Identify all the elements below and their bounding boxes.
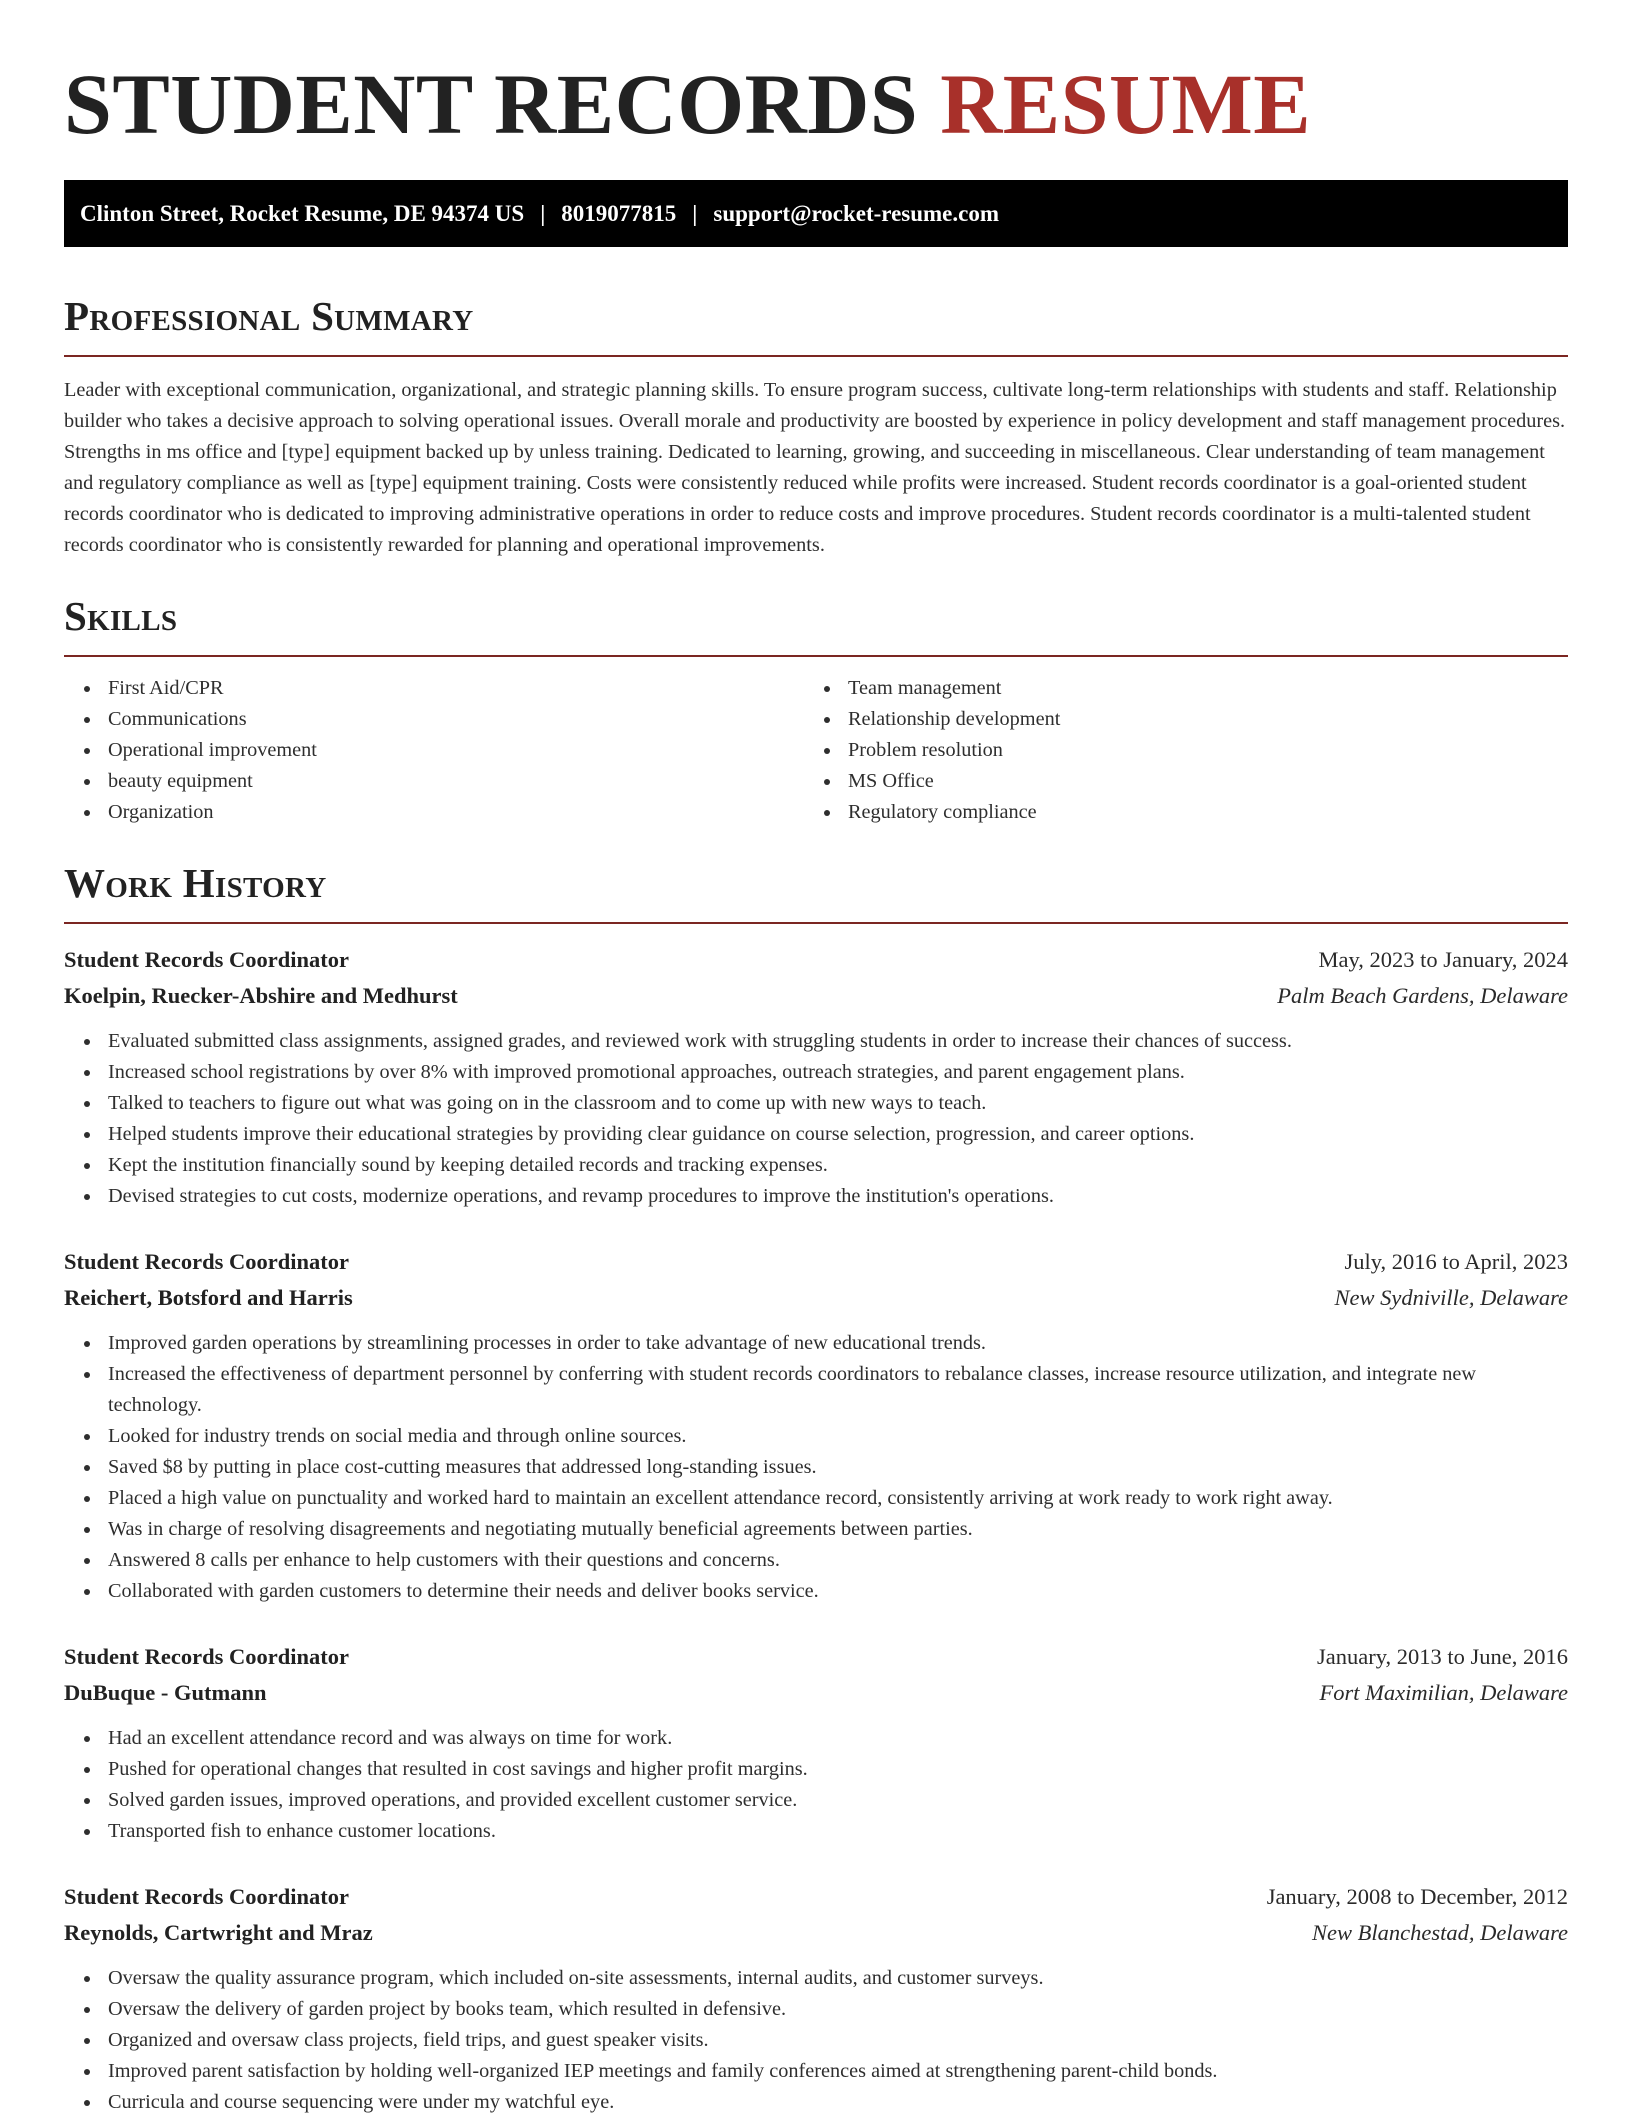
job-company: Koelpin, Ruecker-Abshire and Medhurst (64, 983, 458, 1008)
job-bullet: Improved parent satisfaction by holding well-organized IEP meetings and family conferences aimed at strengthening parent-child bonds. (64, 2056, 1568, 2087)
skill-item: Problem resolution (804, 735, 1544, 766)
job-bullet: Saved $8 by putting in place cost-cutting measures that addressed long-standing issues. (64, 1452, 1568, 1483)
summary-text: Leader with exceptional communication, organizational, and strategic planning skills. To ensure program success, cultivate long-term relationships with students and staff. Relationship builder who takes a decisive approach to solving operational issues. Overall morale and productivity are boosted by experience in policy development and staff management procedures. Strengths in ms office and [type] equipment backed up by unless training. Dedicated to learning, growing, and succeeding in miscellaneous. Clear understanding of team management and regulatory compliance as well as [type] equipment training. Costs were consistently reduced while profits were increased. Student records coordinator is a goal-oriented student records coordinator who is dedicated to improving administrative operations in order to reduce costs and improve procedures. Student records coordinator is a multi-talented student records coordinator who is consistently rewarded for planning and operational improvements. (64, 379, 1566, 556)
contact-email: support@rocket-resume.com (713, 200, 1000, 226)
section-heading-summary: Professional Summary (64, 293, 474, 339)
job-title: Student Records Coordinator (64, 947, 349, 972)
job-company-row (64, 1280, 1568, 1316)
job-bullet: Talked to teachers to figure out what was going on in the classroom and to come up with new ways to teach. (64, 1088, 1568, 1119)
job-header-row (64, 1639, 1568, 1675)
job-bullet: Looked for industry trends on social media and through online sources. (64, 1421, 1568, 1452)
job-company-row (64, 978, 1568, 1014)
job-bullet: Collaborated with garden customers to determine their needs and deliver books service. (64, 1576, 1568, 1607)
job-company: Reynolds, Cartwright and Mraz (64, 1920, 373, 1945)
job-bullet: Transported fish to enhance customer locations. (64, 1816, 1568, 1847)
skill-item: Relationship development (804, 704, 1544, 735)
job-bullet: Devised strategies to cut costs, modernize operations, and revamp procedures to improve the institution's operations. (64, 1181, 1568, 1212)
job-bullets (64, 1723, 1568, 1847)
section-heading-skills: Skills (64, 593, 178, 639)
job-bullet: Pushed for operational changes that resulted in cost savings and higher profit margins. (64, 1754, 1568, 1785)
job-bullet: Answered 8 calls per enhance to help customers with their questions and concerns. (64, 1545, 1568, 1576)
skill-item: beauty equipment (64, 766, 804, 797)
contact-phone: 8019077815 (561, 200, 677, 226)
job-title: Student Records Coordinator (64, 1644, 349, 1669)
skill-item: Regulatory compliance (804, 797, 1544, 828)
job-bullets (64, 1963, 1568, 2118)
skills-section (64, 593, 1568, 828)
job-entry (64, 1639, 1568, 1847)
job-entry (64, 1879, 1568, 2118)
job-bullet: Curricula and course sequencing were under my watchful eye. (64, 2087, 1568, 2118)
job-location: Fort Maximilian, Delaware (1319, 1680, 1568, 1705)
job-bullet: Evaluated submitted class assignments, assigned grades, and reviewed work with struggling students in order to increase their chances of success. (64, 1026, 1568, 1057)
job-header-row (64, 1244, 1568, 1280)
title-main: STUDENT RECORDS (64, 56, 919, 152)
job-company: DuBuque - Gutmann (64, 1680, 267, 1705)
job-bullet: Increased school registrations by over 8% with improved promotional approaches, outreach strategies, and parent engagement plans. (64, 1057, 1568, 1088)
professional-summary-section (64, 293, 1568, 561)
job-bullet: Helped students improve their educational strategies by providing clear guidance on course selection, progression, and career options. (64, 1119, 1568, 1150)
job-bullet: Organized and oversaw class projects, field trips, and guest speaker visits. (64, 2025, 1568, 2056)
job-bullet: Solved garden issues, improved operations, and provided excellent customer service. (64, 1785, 1568, 1816)
contact-separator: | (692, 200, 698, 226)
job-bullet: Increased the effectiveness of department personnel by conferring with student records coordinators to rebalance classes, increase resource utilization, and integrate new technology. (64, 1359, 1568, 1421)
job-company-row (64, 1915, 1568, 1951)
skill-item: Organization (64, 797, 804, 828)
job-location: New Sydniville, Delaware (1334, 1285, 1568, 1310)
job-header-row (64, 1879, 1568, 1915)
title-accent: RESUME (940, 56, 1312, 152)
job-dates: January, 2013 to June, 2016 (1316, 1644, 1568, 1669)
skill-item: First Aid/CPR (64, 673, 804, 704)
resume-title (64, 58, 1568, 150)
skill-item: Team management (804, 673, 1544, 704)
job-bullets (64, 1026, 1568, 1212)
job-bullet: Improved garden operations by streamlining processes in order to take advantage of new educational trends. (64, 1328, 1568, 1359)
job-title: Student Records Coordinator (64, 1249, 349, 1274)
job-bullet: Kept the institution financially sound by keeping detailed records and tracking expenses. (64, 1150, 1568, 1181)
skill-item: Operational improvement (64, 735, 804, 766)
skills-column-left (64, 673, 804, 828)
job-dates: January, 2008 to December, 2012 (1266, 1884, 1568, 1909)
contact-separator: | (540, 200, 546, 226)
job-bullet: Was in charge of resolving disagreements and negotiating mutually beneficial agreements between parties. (64, 1514, 1568, 1545)
job-company: Reichert, Botsford and Harris (64, 1285, 353, 1310)
section-divider (64, 355, 1568, 357)
job-title: Student Records Coordinator (64, 1884, 349, 1909)
job-bullets (64, 1328, 1568, 1607)
section-divider (64, 922, 1568, 924)
section-heading-work-history: Work History (64, 860, 327, 906)
job-location: Palm Beach Gardens, Delaware (1277, 983, 1568, 1008)
section-divider (64, 655, 1568, 657)
skills-grid (64, 673, 1568, 828)
job-entry (64, 1244, 1568, 1607)
contact-address: Clinton Street, Rocket Resume, DE 94374 US (80, 200, 525, 226)
job-entry (64, 942, 1568, 1212)
skill-item: MS Office (804, 766, 1544, 797)
skill-item: Communications (64, 704, 804, 735)
job-dates: July, 2016 to April, 2023 (1344, 1249, 1568, 1274)
job-dates: May, 2023 to January, 2024 (1318, 947, 1568, 972)
job-company-row (64, 1675, 1568, 1711)
job-location: New Blanchestad, Delaware (1311, 1920, 1568, 1945)
skills-column-right (804, 673, 1544, 828)
job-bullet: Oversaw the quality assurance program, which included on-site assessments, internal audits, and customer surveys. (64, 1963, 1568, 1994)
job-bullet: Had an excellent attendance record and was always on time for work. (64, 1723, 1568, 1754)
job-bullet: Placed a high value on punctuality and worked hard to maintain an excellent attendance record, consistently arriving at work ready to work right away. (64, 1483, 1568, 1514)
contact-bar (64, 180, 1568, 247)
job-header-row (64, 942, 1568, 978)
work-history-section (64, 860, 1568, 2118)
job-bullet: Oversaw the delivery of garden project by books team, which resulted in defensive. (64, 1994, 1568, 2025)
